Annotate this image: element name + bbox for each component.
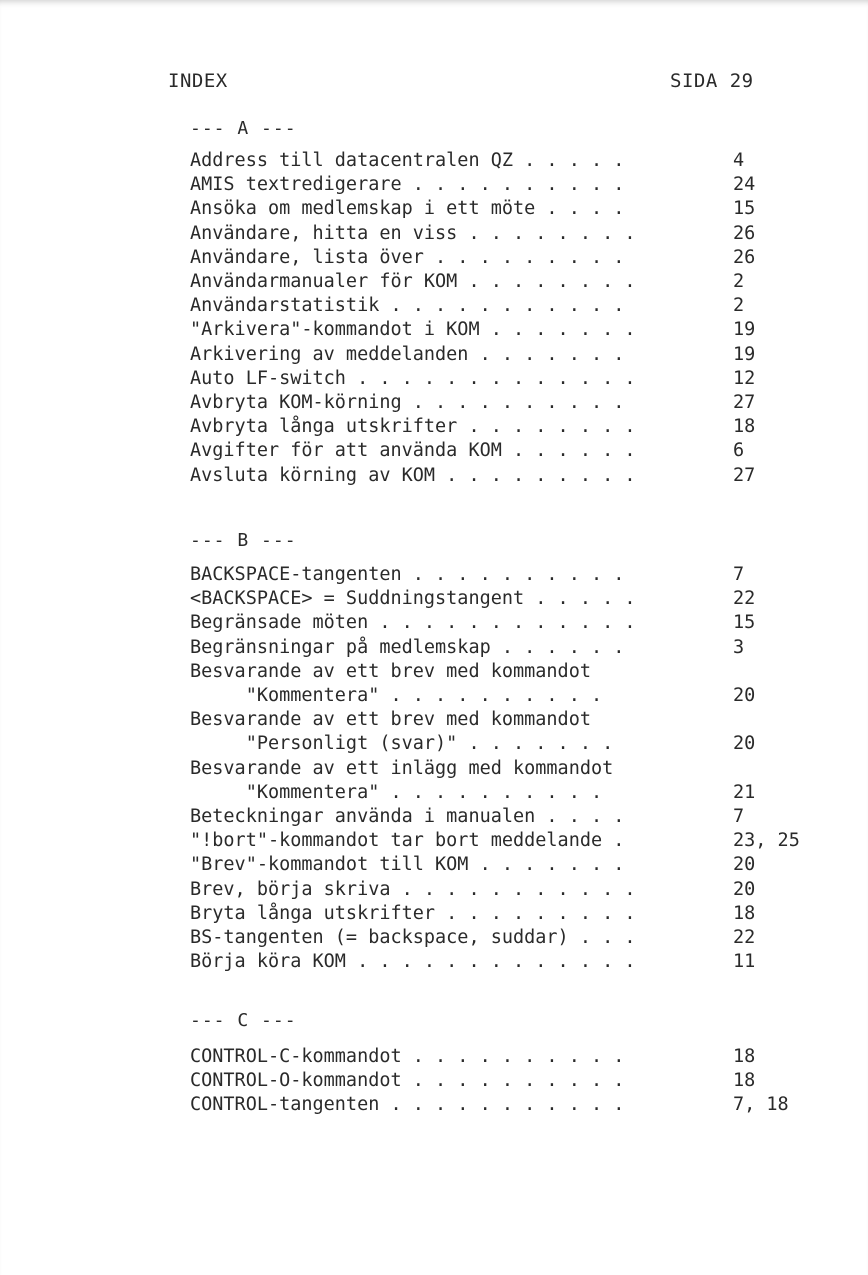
index-heading: INDEX	[168, 70, 228, 92]
index-entry: CONTROL-tangenten . . . . . . . . . . .	[190, 1094, 625, 1116]
index-entry-page: 26	[733, 246, 756, 268]
index-entry-page: 20	[733, 685, 756, 706]
index-entry: "Arkivera"-kommandot i KOM . . . . . . .	[190, 319, 636, 341]
index-entry: Besvarande av ett inlägg med kommandot	[190, 757, 614, 779]
index-entry-page: 18	[733, 416, 756, 438]
index-entry: Bryta långa utskrifter . . . . . . . . .	[190, 902, 636, 924]
index-entry: Användarstatistik . . . . . . . . . . .	[190, 295, 625, 317]
index-entry-page: 2	[733, 271, 745, 292]
index-entry: Avbryta långa utskrifter . . . . . . . .	[190, 416, 636, 438]
index-entry: Besvarande av ett brev med kommandot	[190, 660, 591, 682]
index-entry: Börja köra KOM . . . . . . . . . . . . .	[190, 951, 636, 973]
index-entry-page: 22	[733, 588, 756, 610]
index-entry-page: 21	[733, 781, 756, 803]
index-entry: BS-tangenten (= backspace, suddar) . . .	[190, 927, 636, 948]
index-entry-page: 7	[733, 806, 745, 827]
index-entry-page: 19	[733, 343, 756, 365]
index-entry-page: 4	[733, 150, 745, 171]
index-entry: Avbryta KOM-körning . . . . . . . . . .	[190, 392, 625, 413]
index-entry-page: 7	[733, 564, 745, 585]
index-entry: CONTROL-O-kommandot . . . . . . . . . .	[190, 1070, 625, 1092]
index-entry: Ansöka om medlemskap i ett möte . . . .	[190, 198, 625, 220]
index-entry: Auto LF-switch . . . . . . . . . . . . .	[190, 367, 636, 389]
index-entry: Beteckningar använda i manualen . . . .	[190, 806, 625, 827]
section-heading: --- A ---	[190, 118, 297, 139]
index-entry: Besvarande av ett brev med kommandot	[190, 709, 591, 731]
page-number: SIDA 29	[670, 70, 754, 92]
index-entry-page: 2	[733, 295, 745, 317]
index-entry-page: 7, 18	[733, 1094, 789, 1116]
index-entry-page: 27	[733, 392, 756, 413]
index-entry: Avsluta körning av KOM . . . . . . . . .	[190, 464, 636, 486]
index-entry: AMIS textredigerare . . . . . . . . . .	[190, 174, 625, 196]
index-entry-page: 3	[733, 636, 745, 658]
index-entry-page: 22	[733, 927, 756, 948]
index-entry: Användare, lista över . . . . . . . . .	[190, 246, 625, 268]
index-entry-page: 26	[733, 222, 756, 244]
index-entry-page: 15	[733, 612, 756, 634]
index-entry-page: 12	[733, 367, 756, 389]
index-entry-page: 15	[733, 198, 756, 220]
index-entry: BACKSPACE-tangenten . . . . . . . . . .	[190, 564, 625, 585]
index-entry: Address till datacentralen QZ . . . . .	[190, 150, 625, 171]
index-entry: Avgifter för att använda KOM . . . . . .	[190, 440, 636, 462]
index-entry: Användare, hitta en viss . . . . . . . .	[190, 222, 636, 244]
section-heading: --- C ---	[190, 1010, 297, 1031]
index-entry-page: 11	[733, 951, 756, 973]
index-entry-page: 23, 25	[733, 830, 800, 852]
index-entry-page: 24	[733, 174, 756, 196]
index-entry-page: 19	[733, 319, 756, 341]
index-entry-page: 20	[733, 878, 756, 900]
index-entry-page: 20	[733, 733, 756, 755]
index-entry: Brev, börja skriva . . . . . . . . . . .	[190, 878, 636, 900]
index-entry-page: 18	[733, 1070, 756, 1092]
index-entry: Användarmanualer för KOM . . . . . . . .	[190, 271, 636, 292]
index-entry: <BACKSPACE> = Suddningstangent . . . . .	[190, 588, 636, 610]
index-entry-page: 6	[733, 440, 745, 462]
index-entry-page: 18	[733, 1046, 756, 1067]
index-entry: Arkivering av meddelanden . . . . . . .	[190, 343, 625, 365]
index-entry: Begränsade möten . . . . . . . . . . . .	[190, 612, 636, 634]
index-entry-page: 20	[733, 854, 756, 876]
index-entry-page: 18	[733, 902, 756, 924]
index-entry: "Kommentera" . . . . . . . . . .	[190, 781, 603, 803]
index-entry: "Brev"-kommandot till KOM . . . . . . .	[190, 854, 625, 876]
index-entry: "Kommentera" . . . . . . . . . .	[190, 685, 603, 706]
index-entry: Begränsningar på medlemskap . . . . . .	[190, 636, 625, 658]
index-entry-page: 27	[733, 464, 756, 486]
section-heading: --- B ---	[190, 530, 297, 551]
index-entry: CONTROL-C-kommandot . . . . . . . . . .	[190, 1046, 625, 1067]
index-entry: "!bort"-kommandot tar bort meddelande .	[190, 830, 625, 852]
index-entry: "Personligt (svar)" . . . . . . .	[190, 733, 614, 755]
